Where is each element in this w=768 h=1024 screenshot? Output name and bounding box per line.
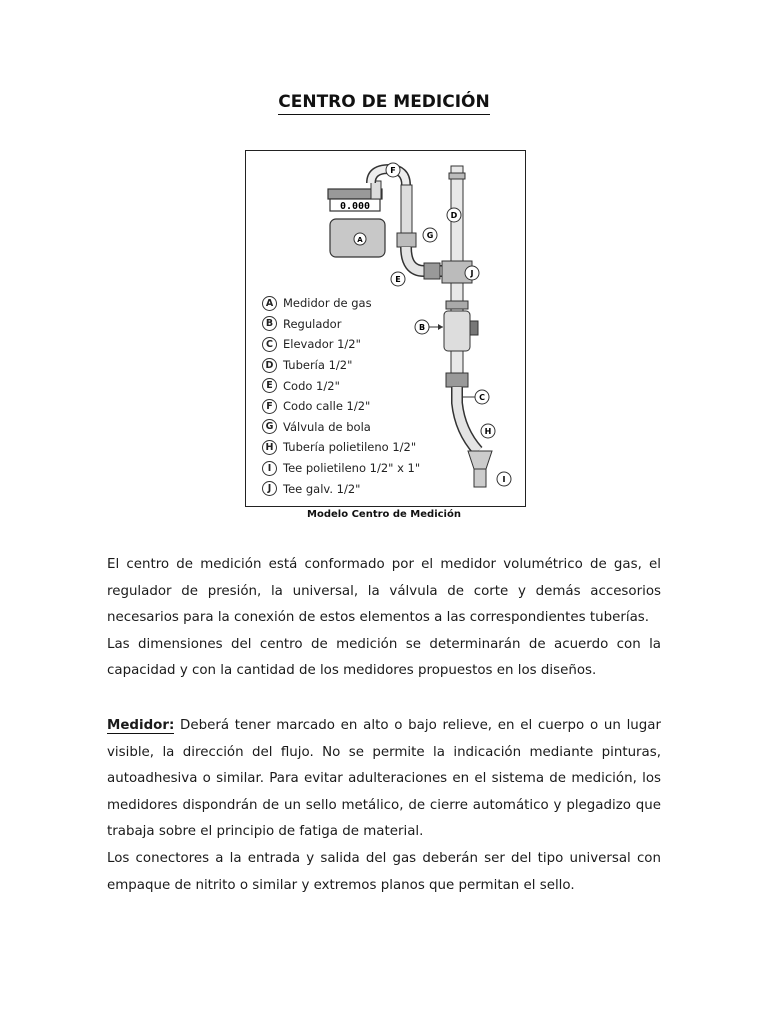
legend-item: F Codo calle 1/2" [262, 396, 420, 417]
legend-item: D Tubería 1/2" [262, 355, 420, 376]
paragraph: Los conectores a la entrada y salida del gas deberán ser del tipo universal con empaque de nitrito o similar y extremos planos que permitan el sello. [107, 850, 661, 893]
paragraph: El centro de medición está conformado por el medidor volumétrico de gas, el regulador de presión, la universal, la válvula de corte y demás accesorios necesarios para la conexión de estos elementos a las correspondientes tuberías. [107, 557, 661, 626]
page-title: CENTRO DE MEDICIÓN [0, 92, 768, 112]
parts-legend [262, 293, 420, 499]
legend-item: I Tee polietileno 1/2" x 1" [262, 458, 420, 479]
medidor-section [107, 713, 661, 899]
legend-item: A Medidor de gas [262, 293, 420, 314]
paragraph: Las dimensiones del centro de medición se determinarán de acuerdo con la capacidad y con la cantidad de los medidores propuestos en los diseños. [107, 636, 661, 679]
svg-text:F: F [390, 166, 396, 175]
legend-item: G Válvula de bola [262, 417, 420, 438]
svg-text:J: J [470, 269, 474, 278]
svg-text:H: H [484, 427, 492, 436]
figure-caption: Modelo Centro de Medición [307, 509, 461, 520]
svg-text:D: D [450, 211, 458, 220]
legend-item: C Elevador 1/2" [262, 334, 420, 355]
intro-section [107, 552, 661, 685]
svg-text:E: E [395, 275, 401, 284]
svg-text:B: B [418, 323, 426, 332]
legend-item: E Codo 1/2" [262, 375, 420, 396]
svg-text:C: C [479, 393, 485, 402]
meter-letter: A [357, 236, 363, 244]
paragraph: Medidor: Deberá tener marcado en alto o bajo relieve, en el cuerpo o un lugar visible, la dirección del flujo. No se permite la indicación mediante pinturas, autoadhesiva o similar. Para evitar adulteraciones en el sistema de medición, los medidores dispondrán de un sello metálico, de cierre automático y plegadizo que trabaja sobre el principio de fatiga de material. [107, 718, 661, 840]
svg-text:G: G [426, 231, 434, 240]
legend-item: J Tee galv. 1/2" [262, 478, 420, 499]
legend-item: H Tubería polietileno 1/2" [262, 437, 420, 458]
meter-reading: 0.000 [339, 201, 371, 212]
svg-text:I: I [502, 475, 506, 484]
section-label: Medidor: [107, 718, 175, 733]
legend-item: B Regulador [262, 314, 420, 335]
meter-diagram [245, 150, 526, 507]
